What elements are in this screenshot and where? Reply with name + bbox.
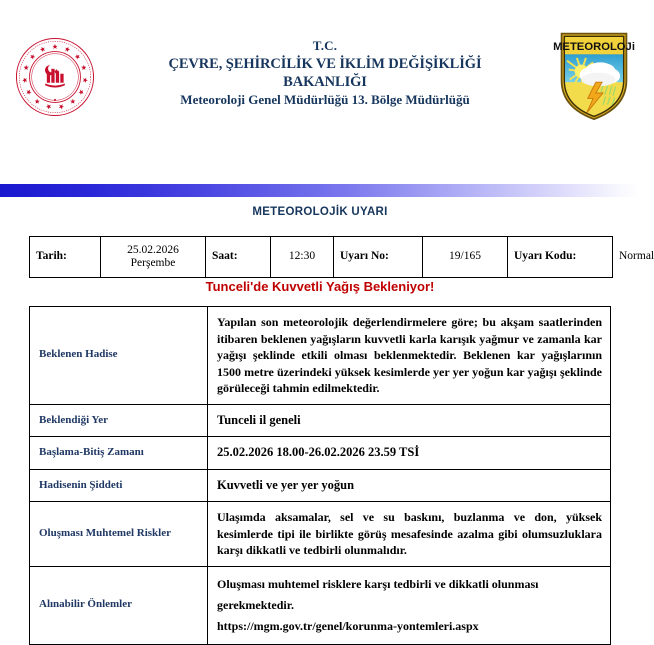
header-line-tc: T.C. [312,38,338,53]
row-label-baslama-bitis-zamani: Başlama-Bitiş Zamanı [30,437,208,470]
table-row [30,437,611,470]
warning-no-value: 19/165 [423,237,508,278]
blue-gradient-divider [0,184,640,197]
row-label-alinabilir-onlemler: Alınabilir Önlemler [30,566,208,644]
row-value-beklenen-hadise: Yapılan son meteorolojik değerlendirmelere göre; bu akşam saatlerinden itibaren beklenen yağışların kuvvetli karla karışık yağmur ve zamanla kar yağışı şeklinde etkili olması beklenmektedir. Beklenen kar yağışlarının 1500 metre üzerindeki yüksek kesimlerde yer yer yoğun kar yağışı şeklinde görüleceği tahmin edilmektedir. [208,307,611,405]
meteoroloji-logo-icon [553,30,635,120]
time-value: 12:30 [271,237,334,278]
document-header [0,0,640,160]
table-row [30,566,611,644]
date-value-line1: 25.02.2026 [127,243,179,256]
table-row: Tarih: 25.02.2026 Perşembe Saat: 12:30 Uyarı No: 19/165 Uyarı Kodu: Normal [30,237,613,278]
row-value-hadisenin-siddeti: Kuvvetli ve yer yer yoğun [208,469,611,502]
warning-code-label: Uyarı Kodu: [508,237,613,278]
table-row [30,307,611,405]
meteoroloji-logo-text: METEOROLOJi [553,40,635,53]
row-value-alinabilir-onlemler [208,566,611,644]
row-label-olusmasi-muhtemel-riskler: Oluşması Muhtemel Riskler [30,502,208,567]
warning-no-label: Uyarı No: [334,237,423,278]
warning-red-title: Tunceli'de Kuvvetli Yağış Bekleniyor! [205,279,435,294]
table-row [30,469,611,502]
header-title-block [110,38,540,108]
meteorological-warning-heading: METEOROLOJİK UYARI [252,206,388,218]
ministry-seal-icon [14,36,96,118]
row-value-olusmasi-muhtemel-riskler: Ulaşımda aksamalar, sel ve su baskını, buzlanma ve don, yüksek kesimlerde tipi ile birlikte görüş mesafesinde azalma gibi olumsuzluklara karşı dikkatli ve tedbirli olunmalıdır. [208,502,611,567]
header-line-ministry2: BAKANLIĞI [283,74,367,91]
warning-details-table [29,306,611,645]
row-label-hadisenin-siddeti: Hadisenin Şiddeti [30,469,208,502]
protection-methods-link[interactable]: https://mgm.gov.tr/genel/korunma-yontemleri.aspx [217,618,479,633]
header-line-department: Meteoroloji Genel Müdürlüğü 13. Bölge Müdürlüğü [180,91,470,107]
row-value-baslama-bitis-zamani: 25.02.2026 18.00-26.02.2026 23.59 TSİ [208,437,611,470]
date-value [101,237,206,278]
row-label-beklenen-hadise: Beklenen Hadise [30,307,208,405]
warning-info-table [29,236,654,278]
date-value-line2: Perşembe [130,257,176,269]
table-row [30,404,611,437]
table-row [30,502,611,567]
measures-line2: gerekmektedir. [217,597,294,612]
time-label: Saat: [206,237,271,278]
date-label: Tarih: [30,237,101,278]
row-value-beklendigi-yer: Tunceli il geneli [208,404,611,437]
row-label-beklendigi-yer: Beklendiği Yer [30,404,208,437]
header-line-ministry: ÇEVRE, ŞEHİRCİLİK VE İKLİM DEĞİŞİKLİĞİ [168,55,482,72]
measures-line1: Oluşması muhtemel risklere karşı tedbirli ve dikkatli olunması [217,576,539,591]
